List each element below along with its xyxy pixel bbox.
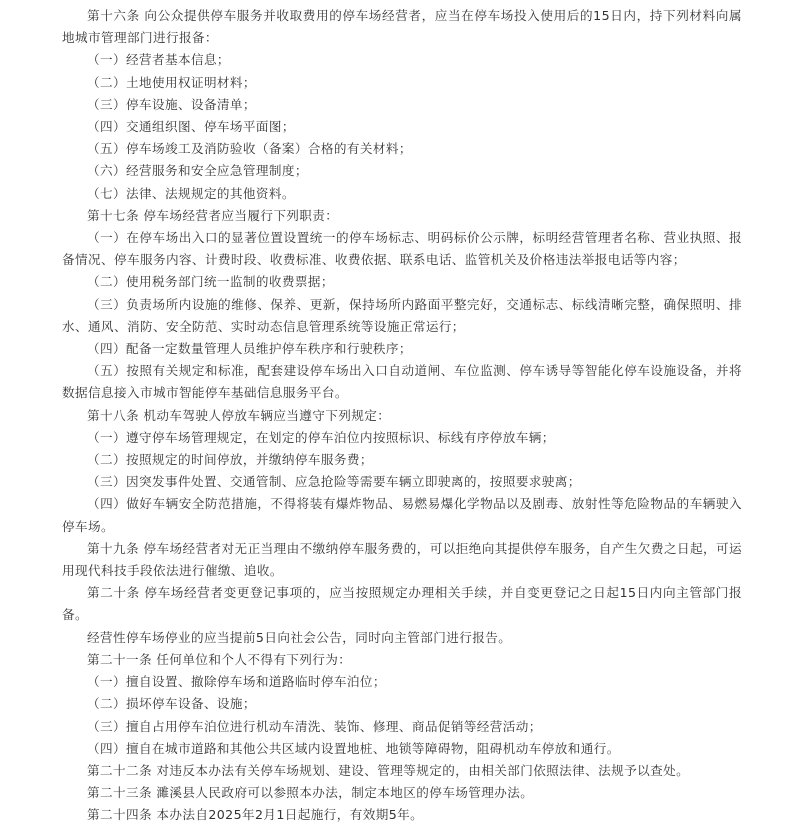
list-item: （三）因突发事件处置、交通管制、应急抢险等需要车辆立即驶离的，按照要求驶离； bbox=[87, 474, 581, 490]
article-22: 第二十二条 对违反本办法有关停车场规划、建设、管理等规定的，由相关部门依照法律、法规予以查处。 bbox=[87, 762, 690, 778]
list-item: （六）经营服务和安全应急管理制度； bbox=[87, 163, 308, 179]
article-19: 第十九条 停车场经营者对无正当理由不缴纳停车服务费的，可以拒绝向其提供停车服务，自产生欠费之日起，可运用现代科技手段依法进行催缴、追收。 bbox=[62, 540, 742, 579]
list-item: （四）交通组织图、停车场平面图； bbox=[87, 119, 295, 135]
list-item: （四）做好车辆安全防范措施，不得将装有爆炸物品、易燃易爆化学物品以及剧毒、放射性等危险物品的车辆驶入停车场。 bbox=[62, 496, 742, 534]
list-item: （二）土地使用权证明材料； bbox=[87, 74, 256, 90]
paragraph: 经营性停车场停业的应当提前5日向社会公告，同时向主管部门进行报告。 bbox=[87, 629, 512, 645]
list-item: （三）负责场所内设施的维修、保养、更新，保持场所内路面平整完好，交通标志、标线清晰完整，确保照明、排水、通风、消防、安全防范、实时动态信息管理系统等设施正常运行； bbox=[62, 296, 742, 334]
article-24: 第二十四条 本办法自2025年2月1日起施行，有效期5年。 bbox=[87, 807, 424, 823]
list-item: （五）停车场竣工及消防验收（备案）合格的有关材料； bbox=[87, 141, 412, 157]
document-body bbox=[62, 5, 742, 827]
list-item: （四）擅自在城市道路和其他公共区域内设置地桩、地锁等障碍物，阻碍机动车停放和通行。 bbox=[87, 740, 620, 756]
article-20: 第二十条 停车场经营者变更登记事项的，应当按照规定办理相关手续，并自变更登记之日起15日内向主管部门报备。 bbox=[62, 585, 742, 623]
article-17: 第十七条 停车场经营者应当履行下列职责： bbox=[87, 207, 339, 223]
list-item: （三）停车设施、设备清单； bbox=[87, 96, 256, 112]
list-item: （四）配备一定数量管理人员维护停车秩序和行驶秩序； bbox=[87, 341, 412, 357]
list-item: （一）经营者基本信息； bbox=[87, 52, 230, 68]
list-item: （一）擅自设置、撤除停车场和道路临时停车泊位； bbox=[87, 674, 386, 690]
list-item: （二）按照规定的时间停放，并缴纳停车服务费； bbox=[87, 452, 373, 468]
article-23: 第二十三条 濉溪县人民政府可以参照本办法，制定本地区的停车场管理办法。 bbox=[87, 785, 534, 801]
list-item: （二）损坏停车设备、设施； bbox=[87, 696, 256, 712]
list-item: （五）按照有关规定和标准，配套建设停车场出入口自动道闸、车位监测、停车诱导等智能化停车设施设备，并将数据信息接入市城市智能停车基础信息服务平台。 bbox=[62, 363, 742, 401]
article-18: 第十八条 机动车驾驶人停放车辆应当遵守下列规定： bbox=[87, 407, 391, 423]
list-item: （三）擅自占用停车泊位进行机动车清洗、装饰、修理、商品促销等经营活动； bbox=[87, 718, 542, 734]
list-item: （七）法律、法规规定的其他资料。 bbox=[87, 185, 295, 201]
list-item: （一）在停车场出入口的显著位置设置统一的停车场标志、明码标价公示牌，标明经营管理者名称、营业执照、报备情况、停车服务内容、计费时段、收费标准、收费依据、联系电话、监管机关及价格违法举报电话等内容； bbox=[62, 230, 742, 268]
article-16: 第十六条 向公众提供停车服务并收取费用的停车场经营者，应当在停车场投入使用后的15日内，持下列材料向属地城市管理部门进行报备： bbox=[62, 8, 742, 46]
list-item: （一）遵守停车场管理规定，在划定的停车泊位内按照标识、标线有序停放车辆； bbox=[87, 429, 555, 445]
list-item: （二）使用税务部门统一监制的收费票据； bbox=[87, 274, 334, 290]
article-21: 第二十一条 任何单位和个人不得有下列行为： bbox=[87, 651, 352, 667]
